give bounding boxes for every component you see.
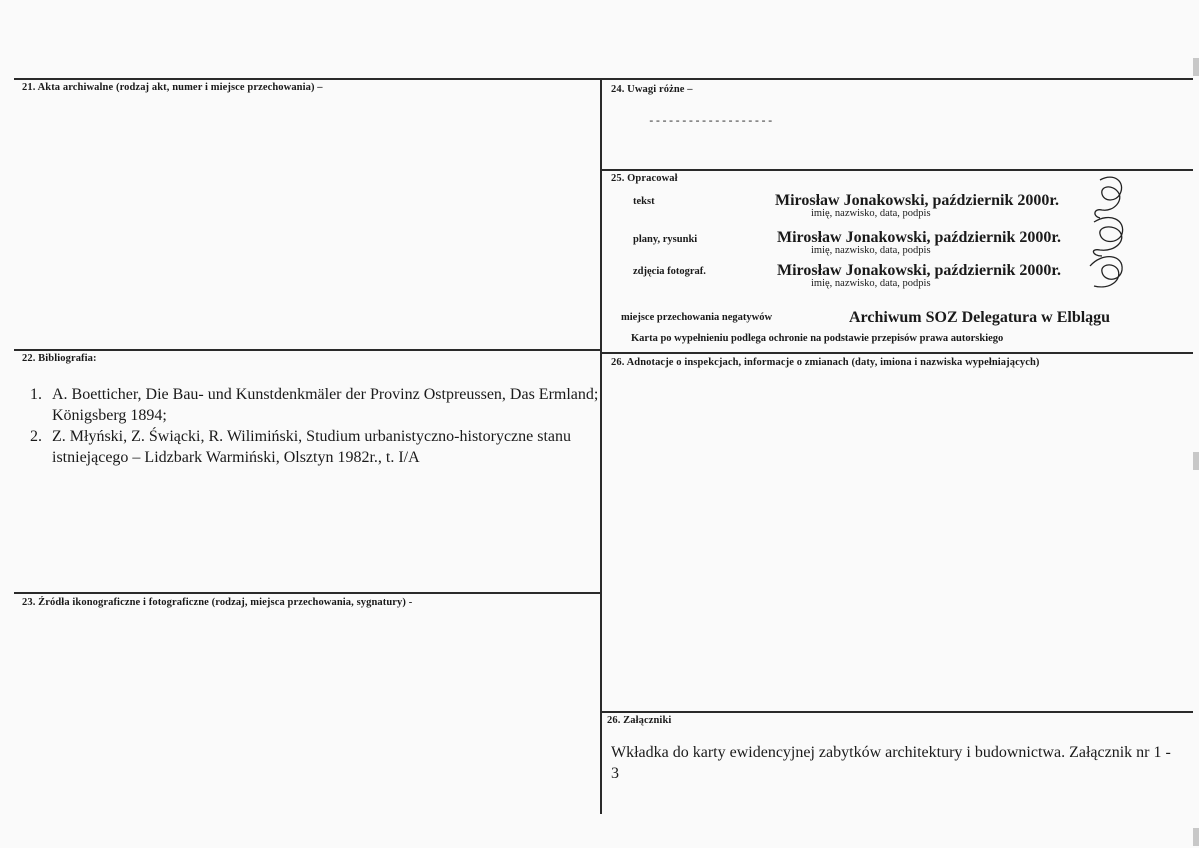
- top-border-line: [14, 78, 1193, 80]
- scan-edge-mark: [1193, 452, 1199, 470]
- author-value-photos: Mirosław Jonakowski, październik 2000r.: [777, 262, 1062, 279]
- author-value-text: Mirosław Jonakowski, październik 2000r.: [775, 192, 1060, 209]
- negatives-value: Archiwum SOZ Delegatura w Elblągu: [849, 309, 1111, 326]
- author-caption-text: imię, nazwisko, data, podpis: [811, 208, 931, 219]
- divider-22-line: [14, 349, 601, 351]
- section-24-label: 24. Uwagi różne –: [611, 84, 693, 95]
- section-26-attachments-label: 26. Załączniki: [607, 715, 672, 726]
- section-26-annotations-label: 26. Adnotacje o inspekcjach, informacje o zmianach (daty, imiona i nazwiska wypełniających): [611, 357, 1040, 368]
- section-24-dashes: -------------------: [648, 116, 774, 128]
- author-caption-plans: imię, nazwisko, data, podpis: [811, 245, 931, 256]
- negatives-label: miejsce przechowania negatywów: [621, 312, 773, 323]
- copyright-note: Karta po wypełnieniu podlega ochronie na podstawie przepisów prawa autorskiego: [631, 333, 1004, 344]
- divider-23-line: [14, 592, 602, 594]
- divider-26-line: [602, 352, 1193, 354]
- author-caption-photos: imię, nazwisko, data, podpis: [811, 278, 931, 289]
- section-25-label: 25. Opracował: [611, 173, 678, 184]
- section-22-label: 22. Bibliografia:: [22, 353, 97, 364]
- section-21-label: 21. Akta archiwalne (rodzaj akt, numer i miejsce przechowania) –: [22, 82, 323, 93]
- signature-mark-3: [1080, 246, 1140, 296]
- attachments-text: Wkładka do karty ewidencyjnej zabytków architektury i budownictwa. Załącznik nr 1 - 3: [611, 744, 1171, 782]
- author-field-text: tekst: [633, 196, 655, 207]
- author-field-photos: zdjęcia fotograf.: [633, 266, 706, 277]
- section-23-label: 23. Źródła ikonograficzne i fotograficzne (rodzaj, miejsca przechowania, sygnatury) -: [22, 597, 413, 608]
- bibliography-item: 1. A. Boetticher, Die Bau- und Kunstdenkmäler der Provinz Ostpreussen, Das Ermland; Königsberg 1894;: [46, 384, 618, 426]
- author-value-plans: Mirosław Jonakowski, październik 2000r.: [777, 229, 1062, 246]
- bibliography-list: [18, 384, 618, 468]
- scan-edge-mark: [1193, 828, 1199, 846]
- bibliography-item: 2. Z. Młyński, Z. Świącki, R. Wilimiński, Studium urbanistyczno-historyczne stanu istniejącego – Lidzbark Warmiński, Olsztyn 1982r., t. I/A: [46, 426, 618, 468]
- divider-26b-line: [602, 711, 1193, 713]
- divider-25-line: [602, 169, 1193, 171]
- author-field-plans: plany, rysunki: [633, 234, 698, 245]
- scan-edge-mark: [1193, 58, 1199, 76]
